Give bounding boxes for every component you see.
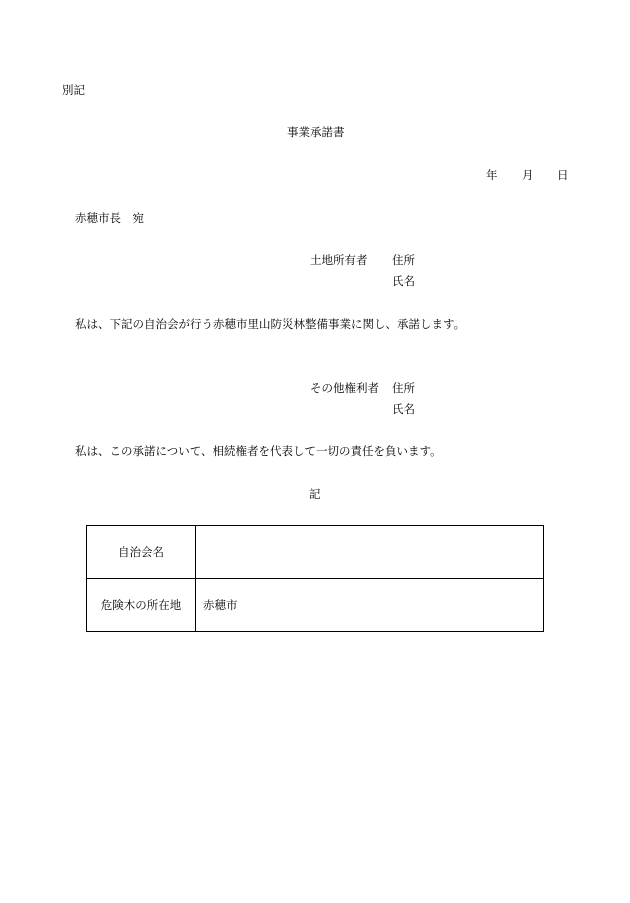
landowner-address-label: 住所	[392, 253, 415, 267]
association-name-label: 自治会名	[87, 526, 196, 579]
landowner-role: 土地所有者	[310, 253, 368, 267]
document-title: 事業承諾書	[287, 125, 345, 139]
consent-statement: 私は、下記の自治会が行う赤穂市里山防災林整備事業に関し、承諾します。	[75, 317, 466, 331]
table-row	[87, 526, 544, 579]
hazard-tree-location-value: 赤穂市	[196, 579, 544, 632]
other-holder-address-label: 住所	[392, 381, 415, 395]
addressee: 赤穂市長 宛	[75, 211, 144, 225]
landowner-name-label: 氏名	[392, 274, 415, 288]
table-row	[87, 579, 544, 632]
date-day-label: 日	[557, 168, 569, 182]
responsibility-statement: 私は、この承諾について、相続権者を代表して一切の責任を負います。	[75, 444, 442, 458]
date-year-label: 年	[486, 168, 498, 182]
other-holder-role: その他権利者	[310, 381, 379, 395]
association-name-value	[196, 526, 544, 579]
details-table	[86, 525, 544, 632]
other-holder-name-label: 氏名	[392, 402, 415, 416]
annex-label: 別記	[62, 83, 85, 97]
note-heading: 記	[309, 487, 321, 501]
hazard-tree-location-label: 危険木の所在地	[87, 579, 196, 632]
date-month-label: 月	[522, 168, 534, 182]
